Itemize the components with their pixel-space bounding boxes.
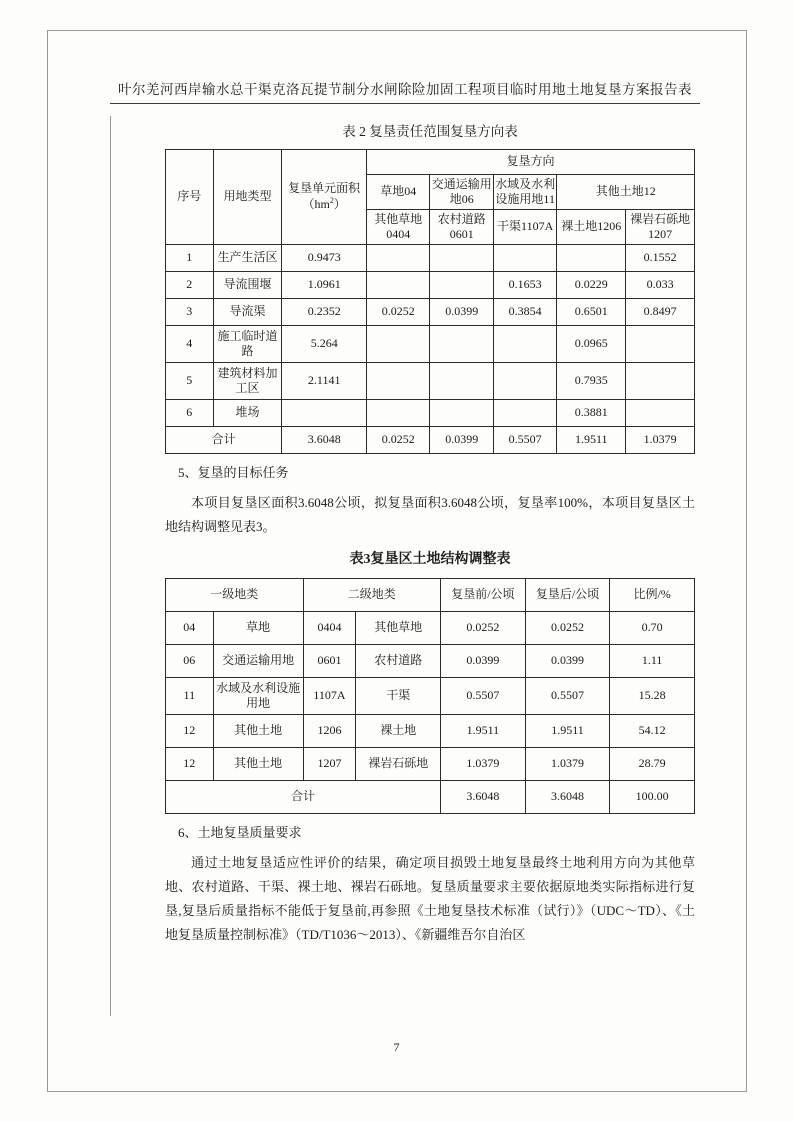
cell-code2: 1206 bbox=[303, 714, 356, 747]
cell-after: 1.9511 bbox=[525, 714, 610, 747]
cell-area: 0.2352 bbox=[282, 298, 367, 325]
cell-type: 生产生活区 bbox=[213, 244, 282, 271]
cell-seq: 6 bbox=[166, 399, 214, 426]
cell-type: 施工临时道路 bbox=[213, 325, 282, 362]
cell-name1: 交通运输用地 bbox=[213, 644, 303, 677]
th-direction: 复垦方向 bbox=[367, 149, 695, 174]
table2-title: 表 2 复垦责任范围复垦方向表 bbox=[342, 124, 518, 139]
cell-before: 1.9511 bbox=[441, 714, 526, 747]
table-row bbox=[166, 578, 695, 611]
cell-area bbox=[282, 399, 367, 426]
table-row bbox=[166, 644, 695, 677]
cell-name1: 其他土地 bbox=[213, 714, 303, 747]
th-ratio: 比例/% bbox=[610, 578, 695, 611]
section6-heading: 6、土地复垦质量要求 bbox=[178, 824, 302, 840]
cell-total-bare: 1.9511 bbox=[557, 426, 626, 453]
th-level2: 二级地类 bbox=[303, 578, 441, 611]
cell-grass bbox=[367, 399, 430, 426]
cell-type: 建筑材料加工区 bbox=[213, 362, 282, 399]
cell-rock: 0.033 bbox=[626, 271, 695, 298]
th-sub-bare: 裸土地1206 bbox=[557, 209, 626, 244]
table-row bbox=[166, 325, 695, 362]
cell-code2: 1107A bbox=[303, 677, 356, 714]
table-row bbox=[166, 271, 695, 298]
table-row bbox=[166, 149, 695, 174]
cell-rock: 0.1552 bbox=[626, 244, 695, 271]
cell-name1: 草地 bbox=[213, 611, 303, 644]
cell-grass bbox=[367, 244, 430, 271]
cell-grass: 0.0252 bbox=[367, 298, 430, 325]
th-grass: 草地04 bbox=[367, 174, 430, 209]
table3-title: 表3复垦区土地结构调整表 bbox=[349, 552, 511, 568]
cell-total-ratio: 100.00 bbox=[610, 780, 695, 813]
cell-after: 0.0399 bbox=[525, 644, 610, 677]
cell-after: 1.0379 bbox=[525, 747, 610, 780]
cell-area: 5.264 bbox=[282, 325, 367, 362]
th-before: 复垦前/公顷 bbox=[441, 578, 526, 611]
cell-before: 1.0379 bbox=[441, 747, 526, 780]
cell-name2: 干渠 bbox=[356, 677, 441, 714]
cell-canal bbox=[493, 244, 556, 271]
cell-bare: 0.3881 bbox=[557, 399, 626, 426]
table-reclamation-direction bbox=[165, 149, 695, 454]
th-sub-road: 农村道路0601 bbox=[430, 209, 493, 244]
cell-code1: 12 bbox=[166, 747, 214, 780]
cell-bare: 0.0965 bbox=[557, 325, 626, 362]
cell-total-road: 0.0399 bbox=[430, 426, 493, 453]
cell-area: 1.0961 bbox=[282, 271, 367, 298]
cell-grass bbox=[367, 271, 430, 298]
section6-paragraph: 通过土地复垦适应性评价的结果，确定项目损毁土地复垦最终土地利用方向为其他草地、农村道路、干渠、裸土地、裸岩石砾地。复垦质量要求主要依据原地类实际指标进行复垦,复垦后质量指标不能低于复垦前,再参照《土地复垦技术标准（试行）》（UDC～TD）、《土地复垦质量控制标准》（TD/T1036～2013）、《新疆维吾尔自治区 bbox=[165, 854, 695, 943]
cell-road bbox=[430, 325, 493, 362]
cell-ratio: 54.12 bbox=[610, 714, 695, 747]
table-land-structure-adjustment bbox=[165, 578, 695, 814]
cell-type: 堆场 bbox=[213, 399, 282, 426]
cell-code2: 0601 bbox=[303, 644, 356, 677]
cell-seq: 1 bbox=[166, 244, 214, 271]
cell-name2: 裸土地 bbox=[356, 714, 441, 747]
th-unit-area-sup: 2 bbox=[329, 196, 334, 206]
cell-before: 0.0399 bbox=[441, 644, 526, 677]
th-unit-area-text: 复垦单元面积（hm bbox=[288, 181, 361, 212]
th-level1: 一级地类 bbox=[166, 578, 304, 611]
cell-code1: 04 bbox=[166, 611, 214, 644]
cell-canal bbox=[493, 325, 556, 362]
th-transport: 交通运输用地06 bbox=[430, 174, 493, 209]
table-row bbox=[166, 399, 695, 426]
th-sub-grass: 其他草地0404 bbox=[367, 209, 430, 244]
cell-code2: 0404 bbox=[303, 611, 356, 644]
cell-road bbox=[430, 362, 493, 399]
cell-after: 0.5507 bbox=[525, 677, 610, 714]
cell-ratio: 15.28 bbox=[610, 677, 695, 714]
th-unit-area bbox=[282, 149, 367, 244]
cell-ratio: 0.70 bbox=[610, 611, 695, 644]
section5-paragraph: 本项目复垦区面积3.6048公顷，拟复垦面积3.6048公顷，复垦率100%，本项目复垦区土地结构调整见表3。 bbox=[165, 495, 695, 535]
th-unit-area-tail: ） bbox=[333, 197, 346, 212]
table-row bbox=[166, 714, 695, 747]
cell-type: 导流渠 bbox=[213, 298, 282, 325]
cell-rock bbox=[626, 325, 695, 362]
cell-bare bbox=[557, 244, 626, 271]
cell-seq: 4 bbox=[166, 325, 214, 362]
table-row bbox=[166, 244, 695, 271]
cell-canal: 0.3854 bbox=[493, 298, 556, 325]
th-landtype: 用地类型 bbox=[213, 149, 282, 244]
table-row bbox=[166, 362, 695, 399]
cell-road: 0.0399 bbox=[430, 298, 493, 325]
cell-before: 0.0252 bbox=[441, 611, 526, 644]
th-sub-canal: 干渠1107A bbox=[493, 209, 556, 244]
cell-total-after: 3.6048 bbox=[525, 780, 610, 813]
cell-name1: 其他土地 bbox=[213, 747, 303, 780]
cell-canal bbox=[493, 362, 556, 399]
cell-code1: 12 bbox=[166, 714, 214, 747]
cell-total-canal: 0.5507 bbox=[493, 426, 556, 453]
table-row bbox=[166, 298, 695, 325]
cell-canal: 0.1653 bbox=[493, 271, 556, 298]
th-water: 水域及水利设施用地11 bbox=[493, 174, 556, 209]
cell-code1: 11 bbox=[166, 677, 214, 714]
cell-seq: 3 bbox=[166, 298, 214, 325]
cell-seq: 2 bbox=[166, 271, 214, 298]
cell-ratio: 28.79 bbox=[610, 747, 695, 780]
cell-before: 0.5507 bbox=[441, 677, 526, 714]
cell-rock bbox=[626, 399, 695, 426]
cell-type: 导流围堰 bbox=[213, 271, 282, 298]
table-row bbox=[166, 747, 695, 780]
cell-total-grass: 0.0252 bbox=[367, 426, 430, 453]
cell-canal bbox=[493, 399, 556, 426]
table-total-row bbox=[166, 426, 695, 453]
th-sub-rock: 裸岩石砾地1207 bbox=[626, 209, 695, 244]
th-other: 其他土地12 bbox=[557, 174, 695, 209]
cell-bare: 0.0229 bbox=[557, 271, 626, 298]
th-seq: 序号 bbox=[166, 149, 214, 244]
section5-heading: 5、复垦的目标任务 bbox=[178, 464, 289, 480]
cell-grass bbox=[367, 325, 430, 362]
page-content bbox=[165, 122, 695, 947]
cell-bare: 0.6501 bbox=[557, 298, 626, 325]
cell-area: 0.9473 bbox=[282, 244, 367, 271]
cell-total-rock: 1.0379 bbox=[626, 426, 695, 453]
cell-ratio: 1.11 bbox=[610, 644, 695, 677]
cell-total-label: 合计 bbox=[166, 426, 282, 453]
cell-rock: 0.8497 bbox=[626, 298, 695, 325]
cell-name2: 农村道路 bbox=[356, 644, 441, 677]
cell-after: 0.0252 bbox=[525, 611, 610, 644]
cell-bare: 0.7935 bbox=[557, 362, 626, 399]
page-number: 7 bbox=[393, 1040, 400, 1054]
cell-road bbox=[430, 399, 493, 426]
cell-name2: 其他草地 bbox=[356, 611, 441, 644]
cell-total-label: 合计 bbox=[166, 780, 441, 813]
cell-road bbox=[430, 271, 493, 298]
cell-name2: 裸岩石砾地 bbox=[356, 747, 441, 780]
table-row bbox=[166, 611, 695, 644]
cell-seq: 5 bbox=[166, 362, 214, 399]
page-header: 叶尔羌河西岸输水总干渠克洛瓦提节制分水闸除险加固工程项目临时用地土地复垦方案报告表 bbox=[110, 78, 700, 104]
cell-name1: 水域及水利设施用地 bbox=[213, 677, 303, 714]
cell-grass bbox=[367, 362, 430, 399]
th-after: 复垦后/公顷 bbox=[525, 578, 610, 611]
cell-total-before: 3.6048 bbox=[441, 780, 526, 813]
table-row bbox=[166, 677, 695, 714]
cell-area: 2.1141 bbox=[282, 362, 367, 399]
cell-code2: 1207 bbox=[303, 747, 356, 780]
cell-road bbox=[430, 244, 493, 271]
cell-rock bbox=[626, 362, 695, 399]
cell-total-area: 3.6048 bbox=[282, 426, 367, 453]
cell-code1: 06 bbox=[166, 644, 214, 677]
table-total-row bbox=[166, 780, 695, 813]
